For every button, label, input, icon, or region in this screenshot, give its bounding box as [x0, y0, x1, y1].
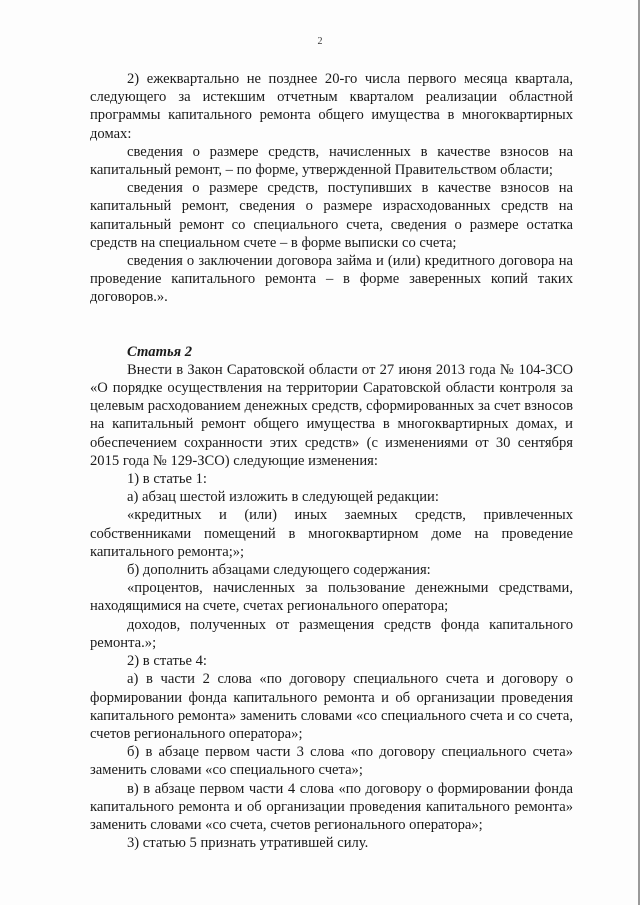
paragraph-4a: а) в части 2 слова «по договору специального счета и договору о формировании фонда капитального ремонта и об организации проведения капитального ремонта» заменить словами «со специального счета и со счета, счетов регионального оператора»;	[90, 671, 573, 742]
paragraph-4c: в) в абзаце первом части 4 слова «по договору о формировании фонда капитального ремонта и об организации проведения капитального ремонта» заменить словами «со счета, счетов регионального оператора»;	[90, 780, 573, 833]
paragraph-1a-text: «кредитных и (или) иных заемных средств, привлеченных собственниками помещений в многоквартирном доме на проведение капитального ремонта;»;	[90, 507, 573, 560]
paragraph-loan-agreement: сведения о заключении договора займа и (или) кредитного договора на проведение капитального ремонта – в форме заверенных копий таких договоров.».	[90, 253, 573, 306]
paragraph-1b: б) дополнить абзацами следующего содержания:	[127, 562, 431, 579]
paragraph-article-5: 3) статью 5 признать утратившей силу.	[127, 835, 369, 852]
paragraph-4b: б) в абзаце первом части 3 слова «по договору специального счета» заменить словами «со специального счета»;	[90, 744, 573, 779]
paragraph-amend-law: Внести в Закон Саратовской области от 27 июня 2013 года № 104-ЗСО «О порядке осуществления на территории Саратовской области контроля за целевым расходованием денежных средств, сформированных за счет взносов на капитальный ремонт общего имущества в многоквартирных домах, и обеспечением сохранности этих средств» (с изменениями от 30 сентября 2015 года № 129-ЗСО) следующие изменения:	[90, 361, 573, 469]
paragraph-1a: а) абзац шестой изложить в следующей редакции:	[127, 489, 439, 506]
paragraph-1b-income: доходов, полученных от размещения средств фонда капитального ремонта.»;	[90, 616, 573, 651]
page-number: 2	[317, 36, 323, 47]
paragraph-article-4: 2) в статье 4:	[127, 653, 207, 670]
paragraph-1b-interest: «процентов, начисленных за пользование денежными средствами, находящимися на счете, счетах регионального оператора;	[90, 580, 573, 615]
paragraph-item-2: 2) ежеквартально не позднее 20-го числа первого месяца квартала, следующего за истекшим отчетным кварталом реализации областной программы капитального ремонта общего имущества в многоквартирных домах:	[90, 71, 573, 142]
paragraph-charged-funds: сведения о размере средств, начисленных в качестве взносов на капитальный ремонт, – по форме, утвержденной Правительством области;	[90, 143, 573, 179]
article-heading: Статья 2	[127, 343, 193, 360]
document-body	[90, 70, 573, 852]
paragraph-article-1: 1) в статье 1:	[127, 471, 207, 488]
paragraph-received-funds: сведения о размере средств, поступивших в качестве взносов на капитальный ремонт, сведения о размере израсходованных средств на капитальный ремонт со специального счета, сведения о размере остатка средств на специальном счете – в форме выписки со счета;	[90, 180, 573, 251]
